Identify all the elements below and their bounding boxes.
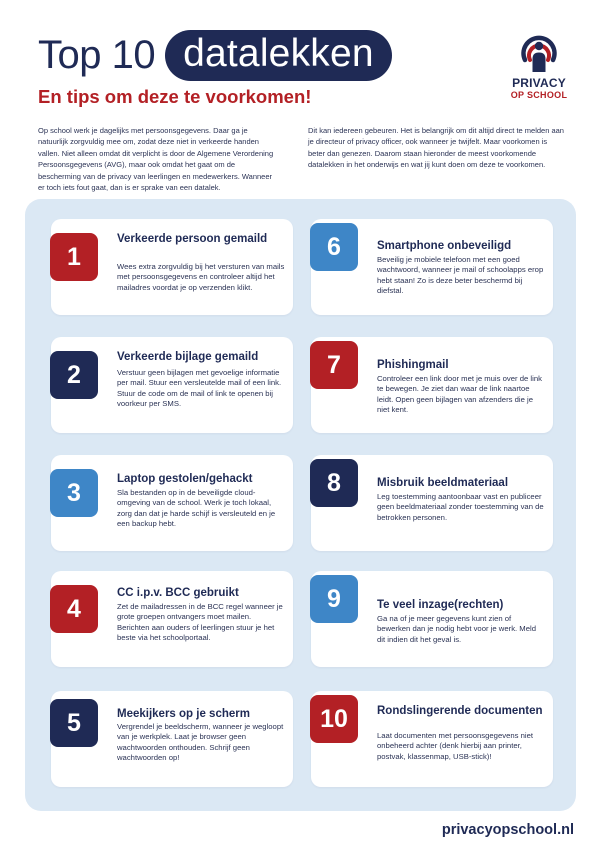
tip-text: Controleer een link door met je muis over de link te bewegen. Je ziet dan waar de link naartoe leidt. Open geen bijlagen van afzenders die je niet kent. (377, 374, 542, 415)
tip-title: Te veel inzage(rechten) (377, 599, 504, 611)
tip-text: Laat documenten met persoonsgegevens niet onbeheerd achter (denk hierbij aan printer, postvak, klassenmap, USB-stick)! (377, 731, 533, 761)
tip-title: Phishingmail (377, 359, 449, 371)
tip-title: Misbruik beeldmateriaal (377, 477, 509, 489)
tip-number-badge: 6 (310, 223, 358, 271)
page-title (38, 30, 392, 80)
tip-text: Beveilig je mobiele telefoon met een goed wachtwoord, wanneer je mail of schoolapps erop hebt staan! Zo is deze beter beschermd bij diefstal. (377, 255, 544, 296)
website-link[interactable]: privacyopschool.nl (441, 822, 574, 838)
tip-card-9 (311, 571, 553, 667)
title-highlight: datalekken (165, 30, 392, 81)
tip-card-5 (51, 691, 293, 787)
tip-title: Meekijkers op je scherm (117, 708, 250, 720)
person-in-lock-icon (516, 30, 562, 72)
tip-text: Zet de mailadressen in de BCC regel wanneer je grote groepen ontvangers moet mailen. Berichten aan ouders of leerlingen stuur je het beste via het schoolportaal. (117, 602, 283, 643)
title-plain: Top 10 (38, 33, 156, 77)
tip-number-badge: 7 (310, 341, 358, 389)
tip-number-badge: 5 (50, 699, 98, 747)
tip-number-badge: 1 (50, 233, 98, 281)
tip-title: Verkeerde persoon gemaild (117, 233, 268, 245)
tip-card-4 (51, 571, 293, 667)
tip-text: Verstuur geen bijlagen met gevoelige informatie per mail. Stuur een versleutelde mail of een link. Stuur de code om de mail of link te openen bij voorkeur per SMS. (117, 368, 282, 409)
tip-card-8 (311, 455, 553, 551)
tip-text: Vergrendel je beeldscherm, wanneer je wegloopt van je werkplek. Laat je browser geen wachtwoorden onthouden. Schrijf geen wachtwoorden op! (117, 722, 284, 763)
intro-right: Dit kan iedereen gebeuren. Het is belangrijk om dit altijd direct te melden aan je directeur of privacy officer, ook wanneer je twijfelt. Maar voorkomen is beter dan genezen. Daarom staan hieronder de meest voorkomende datalekken in het onderwijs en wat jij kunt doen om deze te voorkomen. (308, 125, 564, 170)
tip-card-1 (51, 219, 293, 315)
tip-number-badge: 3 (50, 469, 98, 517)
tip-text: Sla bestanden op in de beveiligde cloud-omgeving van de school. Werk je toch lokaal, zorg dan dat je harde schijf is versleuteld en je een backup hebt. (117, 488, 276, 529)
tip-text: Ga na of je meer gegevens kunt zien of bewerken dan je nodig hebt voor je werk. Meld dit indien dit het geval is. (377, 614, 536, 644)
tip-title: Verkeerde bijlage gemaild (117, 351, 259, 363)
tip-card-2 (51, 337, 293, 433)
tip-number-badge: 10 (310, 695, 358, 743)
tip-title: CC i.p.v. BCC gebruikt (117, 587, 239, 599)
tip-number-badge: 4 (50, 585, 98, 633)
tip-text: Leg toestemming aantoonbaar vast en publiceer geen beeldmateriaal zonder toestemming van de betrokken personen. (377, 492, 544, 522)
tip-card-7 (311, 337, 553, 433)
tip-title: Smartphone onbeveiligd (377, 240, 512, 252)
tip-card-10 (311, 691, 553, 787)
intro-left: Op school werk je dagelijks met persoonsgegevens. Daar ga je natuurlijk zorgvuldig mee om, zodat deze niet in verkeerde handen vallen. Niet alleen omdat dit verplicht is door de Algemene Verordening Persoonsgegevens (AVG), maar ook omdat het gaat om de bescherming van de privacy van leerlingen en medewerkers. Wanneer er toch iets fout gaat, dan is er sprake van een datalek. (38, 125, 274, 193)
subtitle: En tips om deze te voorkomen! (38, 86, 312, 107)
logo-line-2: OP SCHOOL (510, 90, 568, 100)
tip-text: Wees extra zorgvuldig bij het versturen van mails met persoonsgegevens en controleer altijd het mailadres voordat je op verzenden klikt. (117, 262, 285, 292)
tip-card-3 (51, 455, 293, 551)
tip-card-6 (311, 219, 553, 315)
tip-title: Rondslingerende documenten (377, 705, 543, 717)
logo-line-1: PRIVACY (512, 76, 566, 90)
tip-number-badge: 2 (50, 351, 98, 399)
tips-panel (25, 199, 576, 811)
tip-title: Laptop gestolen/gehackt (117, 473, 253, 485)
tip-number-badge: 8 (310, 459, 358, 507)
privacy-op-school-logo (506, 30, 572, 100)
tip-number-badge: 9 (310, 575, 358, 623)
